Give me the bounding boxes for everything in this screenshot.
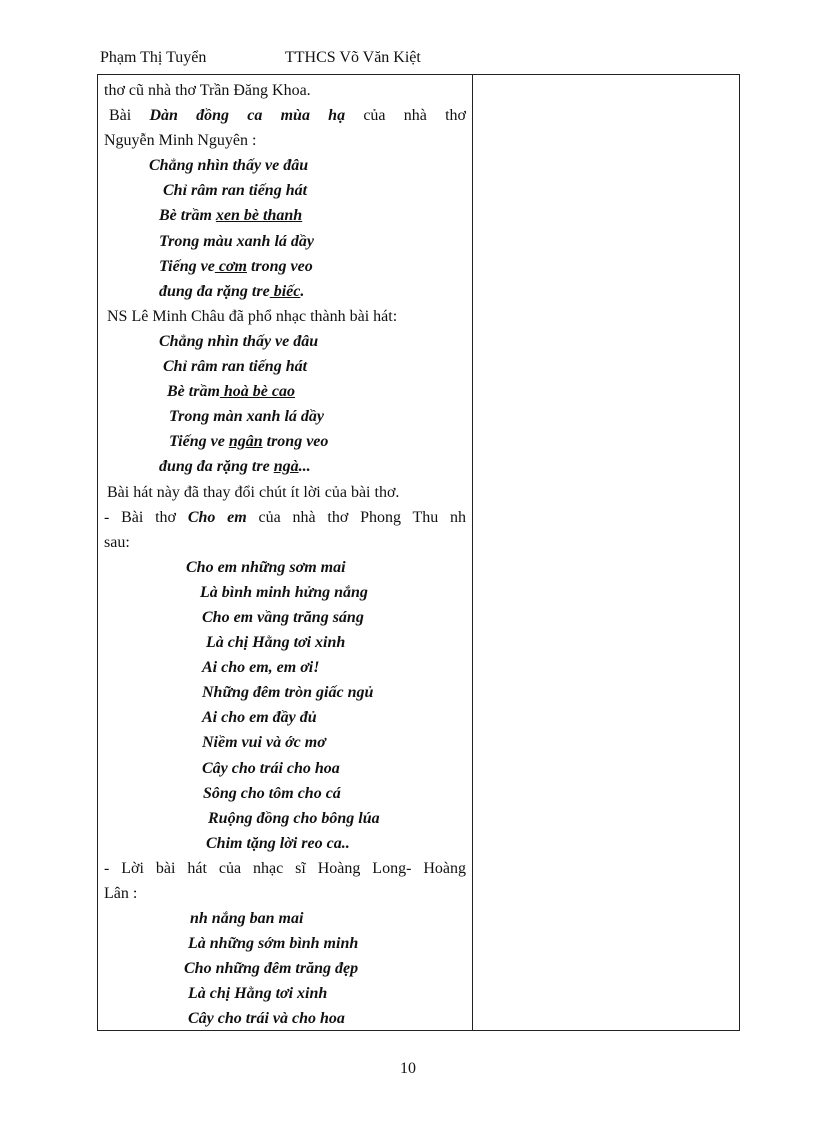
poem-title: Dàn đồng ca mùa hạ [149,107,346,125]
changed-word: ngân [228,433,263,451]
changed-word: ngà [273,458,299,476]
page-number: 10 [400,1060,416,1077]
changed-word: biếc [269,282,301,300]
poem-line: Chim tặng lời reo ca.. [206,834,350,852]
changed-word: cơm [214,257,247,275]
text-line: - Bài thơ Cho em của nhà thơ Phong Thu nh [104,508,467,526]
poem-line: Là bình minh hửng nắng [200,583,368,601]
poem-line: Tiếng ve ngân trong veo [169,433,329,451]
text-line: Lân : [104,885,138,902]
poem-line: đung đa rặng tre ngà... [159,458,311,476]
poem-title: Cho em [187,508,247,526]
text-line: sau: [104,533,130,551]
column-divider [472,75,473,1030]
changed-word: xen bè thanh [215,207,303,225]
poem-line: Ai cho em, em ơi! [202,659,320,677]
left-column [104,78,466,1032]
text-line: NS Lê Minh Châu đã phổ nhạc thành bài hát: [107,307,398,325]
poem-line: Tiếng ve cơm trong veo [159,257,313,275]
poem-line: Ai cho em đầy đủ [202,709,317,727]
poem-line: Cây cho trái và cho hoa [188,1010,345,1028]
changed-word: hoà bè cao [219,383,295,401]
content-table [97,74,740,1031]
poem-line: Sông cho tôm cho cá [203,784,341,802]
poem-line: Chẳng nhìn thấy ve đâu [159,332,319,350]
poem-line: Bè trầm xen bè thanh [159,207,303,225]
text-line: Nguyễn Minh Nguyên : [104,132,257,150]
poem-line: Cho em những sơm mai [186,558,346,576]
school-name: TTHCS Võ Văn Kiệt [285,49,421,66]
text-line: - Lời bài hát của nhạc sĩ Hoàng Long- Hoàng [104,859,466,877]
poem-line: Là chị Hằng tơi xinh [188,985,328,1003]
poem-line: Chẳng nhìn thấy ve đâu [149,157,309,175]
text-line: Bài Dàn đồng ca mùa hạ của nhà thơ [109,107,466,125]
poem-line: Là chị Hằng tơi xinh [206,634,346,652]
poem-line: Trong màu xanh lá dầy [159,232,314,250]
poem-line: đung đa rặng tre biếc. [159,282,305,300]
poem-line: nh nắng ban mai [190,910,304,928]
poem-line: Niềm vui và ớc mơ [202,734,326,752]
poem-line: Trong màn xanh lá dầy [169,408,324,426]
poem-line: Chỉ râm ran tiếng hát [163,182,308,200]
poem-line: Bè trầm hoà bè cao [167,383,295,401]
poem-line: Cho những đêm trăng đẹp [184,960,359,978]
poem-line: Là những sớm bình minh [188,935,359,953]
poem-line: Những đêm tròn giấc ngủ [202,684,374,702]
poem-line: Cây cho trái cho hoa [202,759,340,777]
poem-line: Ruộng đồng cho bông lúa [208,809,380,827]
poem-line: Cho em vầng trăng sáng [202,608,364,626]
author-name: Phạm Thị Tuyển [100,49,207,66]
text-line: Bài hát này đã thay đổi chút ít lời của bài thơ. [107,483,400,501]
text-line: thơ cũ nhà thơ Trần Đăng Khoa. [104,82,311,99]
poem-line: Chỉ râm ran tiếng hát [163,358,308,376]
